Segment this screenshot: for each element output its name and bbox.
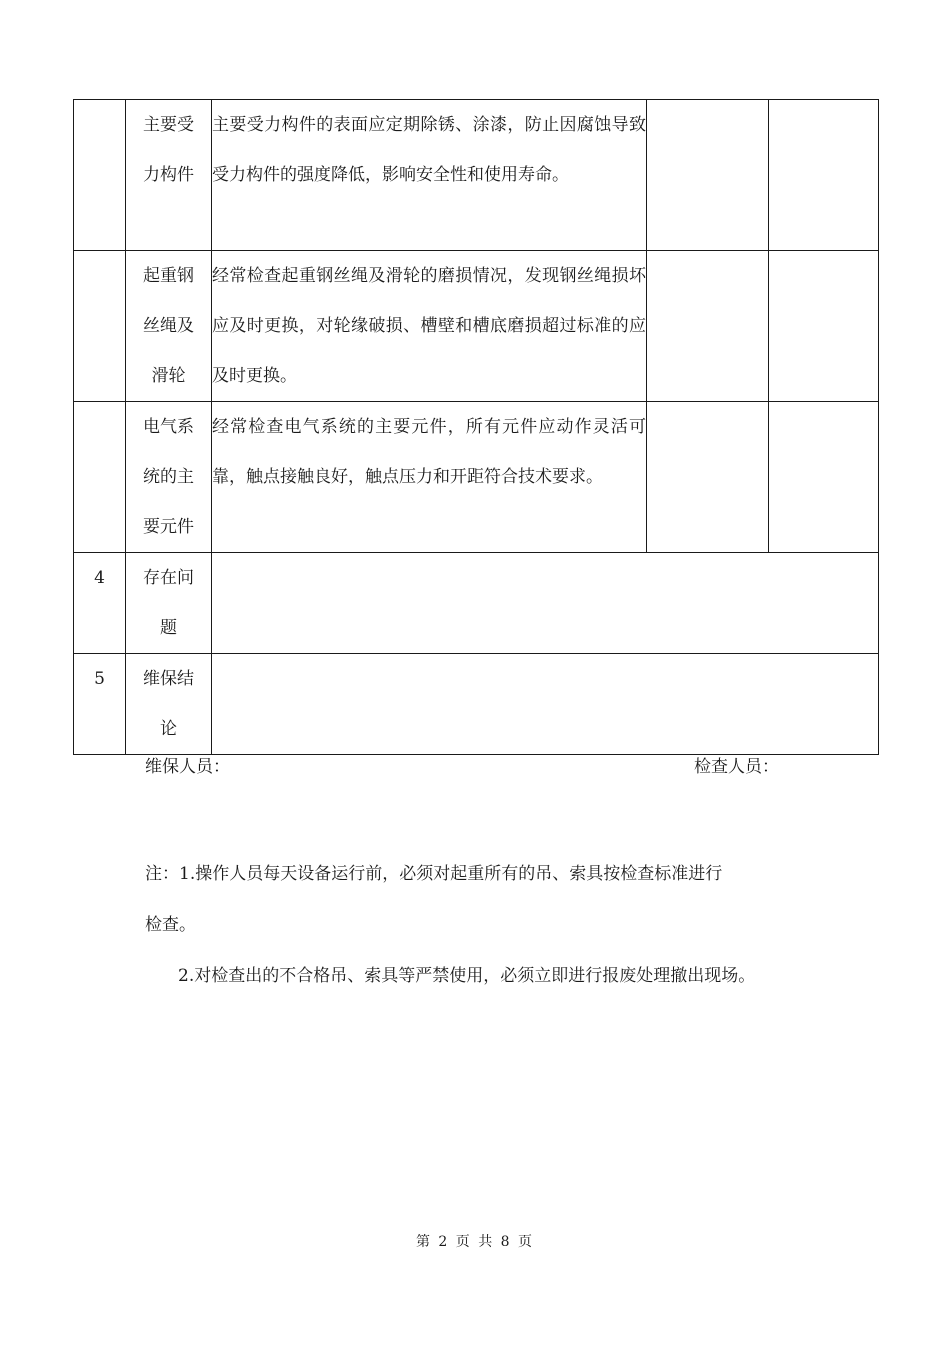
result-cell bbox=[647, 402, 769, 553]
maintenance-table bbox=[73, 99, 879, 755]
conclusion-cell[interactable] bbox=[212, 654, 879, 755]
inspector-signature-label: 检查人员： bbox=[694, 757, 779, 777]
table-row bbox=[74, 553, 879, 654]
table-row bbox=[74, 251, 879, 402]
item-description: 经常检查电气系统的主要元件，所有元件应动作灵活可靠，触点接触良好，触点压力和开距符合技术要求。 bbox=[212, 402, 647, 553]
row-number bbox=[74, 100, 126, 251]
remark-cell bbox=[769, 251, 879, 402]
issues-cell[interactable] bbox=[212, 553, 879, 654]
page-number: 第 2 页 共 8 页 bbox=[415, 1234, 535, 1250]
result-cell bbox=[647, 100, 769, 251]
item-description: 经常检查起重钢丝绳及滑轮的磨损情况，发现钢丝绳损坏应及时更换，对轮缘破损、槽壁和槽底磨损超过标准的应及时更换。 bbox=[212, 251, 647, 402]
item-name: 维保结 论 bbox=[126, 654, 212, 755]
table-row bbox=[74, 100, 879, 251]
table-row bbox=[74, 402, 879, 553]
result-cell bbox=[647, 251, 769, 402]
row-number: 5 bbox=[74, 654, 126, 755]
row-number bbox=[74, 251, 126, 402]
item-name: 主要受 力构件 bbox=[126, 100, 212, 251]
item-description: 主要受力构件的表面应定期除锈、涂漆，防止因腐蚀导致受力构件的强度降低，影响安全性和使用寿命。 bbox=[212, 100, 647, 251]
note-1-line-1: 注：1.操作人员每天设备运行前，必须对起重所有的吊、索具按检查标准进行 bbox=[145, 864, 723, 884]
remark-cell bbox=[769, 402, 879, 553]
table-row bbox=[74, 654, 879, 755]
maintainer-signature-label: 维保人员： bbox=[145, 757, 230, 777]
item-name: 起重钢 丝绳及 滑轮 bbox=[126, 251, 212, 402]
item-name: 存在问 题 bbox=[126, 553, 212, 654]
row-number bbox=[74, 402, 126, 553]
note-1-line-2: 检查。 bbox=[145, 915, 196, 935]
remark-cell bbox=[769, 100, 879, 251]
item-name: 电气系 统的主 要元件 bbox=[126, 402, 212, 553]
note-2: 2.对检查出的不合格吊、索具等严禁使用，必须立即进行报废处理撤出现场。 bbox=[178, 966, 756, 986]
row-number: 4 bbox=[74, 553, 126, 654]
